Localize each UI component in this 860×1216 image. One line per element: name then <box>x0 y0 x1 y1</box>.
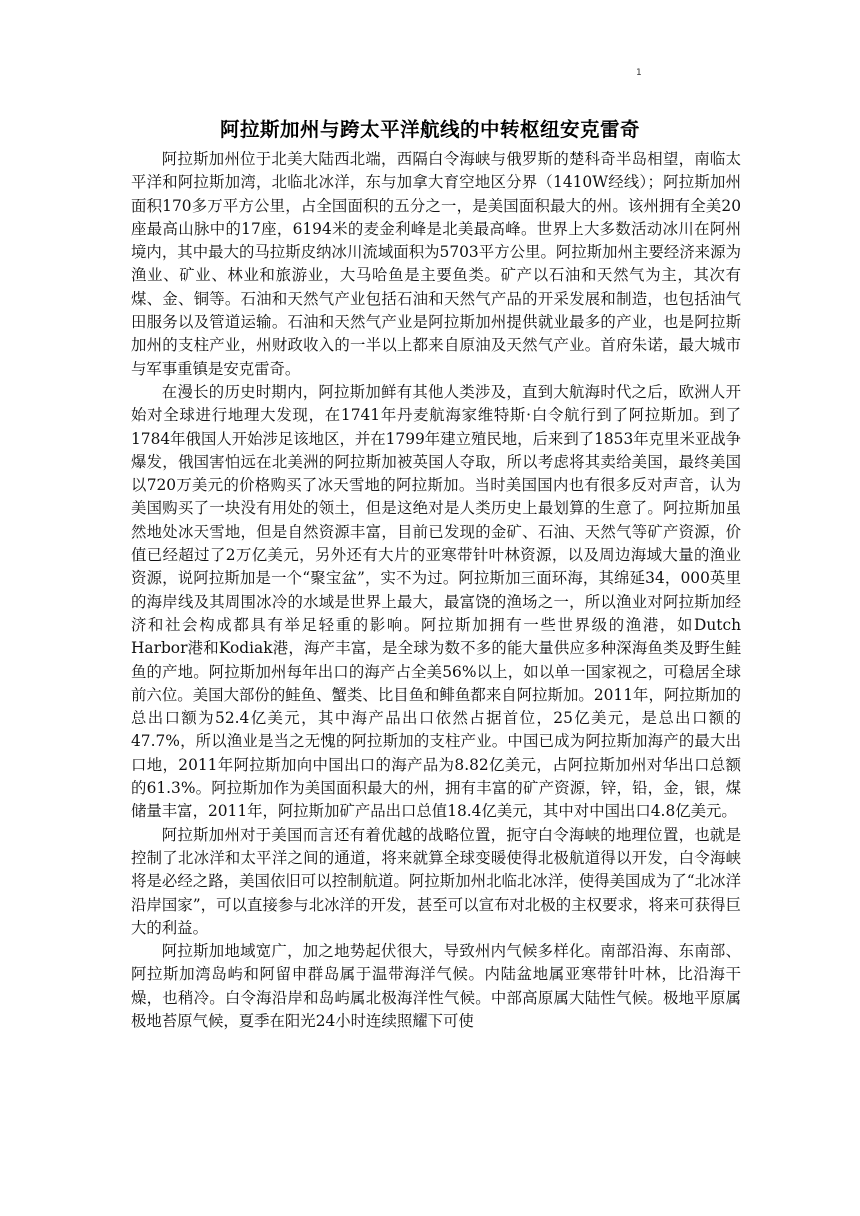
page-mark: 1 <box>636 68 642 78</box>
paragraph: 阿拉斯加州位于北美大陆西北端，西隔白令海峡与俄罗斯的楚科奇半岛相望，南临太平洋和阿拉斯加湾，北临北冰洋，东与加拿大育空地区分界（1410W经线）；阿拉斯加州面积170多万平方公里，占全国面积的五分之一，是美国面积最大的州。该州拥有全美20座最高山脉中的17座，6194米的麦金利峰是北美最高峰。世界上大多数活动冰川在阿州境内，其中最大的马拉斯皮纳冰川流域面积为5703平方公里。阿拉斯加州主要经济来源为渔业、矿业、林业和旅游业，大马哈鱼是主要鱼类。矿产以石油和天然气为主，其次有煤、金、铜等。石油和天然气产业包括石油和天然气产品的开采发展和制造，也包括油气田服务以及管道运输。石油和天然气产业是阿拉斯加州提供就业最多的产业，也是阿拉斯加州的支柱产业，州财政收入的一半以上都来自原油及天然气产业。首府朱诺，最大城市与军事重镇是安克雷奇。 <box>131 150 741 378</box>
document-title: 阿拉斯加州与跨太平洋航线的中转枢纽安克雷奇 <box>219 118 640 141</box>
document-body <box>131 148 741 1033</box>
paragraph: 在漫长的历史时期内，阿拉斯加鲜有其他人类涉及，直到大航海时代之后，欧洲人开始对全球进行地理大发现，在1741年丹麦航海家维特斯·白令航行到了阿拉斯加。到了1784年俄国人开始涉足该地区，并在1799年建立殖民地，后来到了1853年克里米亚战争爆发，俄国害怕远在北美洲的阿拉斯加被英国人夺取，所以考虑将其卖给美国，最终美国以720万美元的价格购买了冰天雪地的阿拉斯加。当时美国国内也有很多反对声音，认为美国购买了一块没有用处的领土，但是这绝对是人类历史上最划算的生意了。阿拉斯加虽然地处冰天雪地，但是自然资源丰富，目前已发现的金矿、石油、天然气等矿产资源，价值已经超过了2万亿美元，另外还有大片的亚寒带针叶林资源，以及周边海域大量的渔业资源，说阿拉斯加是一个“聚宝盆”，实不为过。阿拉斯加三面环海，其绵延34，000英里的海岸线及其周围冰冷的水域是世界上最大，最富饶的渔场之一，所以渔业对阿拉斯加经济和社会构成都具有举足轻重的影响。阿拉斯加拥有一些世界级的渔港，如Dutch Harbor港和Kodiak港，海产丰富，是全球为数不多的能大量供应多种深海鱼类及野生鲑鱼的产地。阿拉斯加州每年出口的海产占全美56%以上，如以单一国家视之，可稳居全球前六位。美国大部份的鲑鱼、蟹类、比目鱼和鲱鱼都来自阿拉斯加。2011年，阿拉斯加的总出口额为52.4亿美元，其中海产品出口依然占据首位，25亿美元，是总出口额的47.7%，所以渔业是当之无愧的阿拉斯加的支柱产业。中国已成为阿拉斯加海产的最大出口地，2011年阿拉斯加向中国出口的海产品为8.82亿美元，占阿拉斯加州对华出口总额的61.3%。阿拉斯加作为美国面积最大的州，拥有丰富的矿产资源，锌，铅，金，银，煤储量丰富，2011年，阿拉斯加矿产品出口总值18.4亿美元，其中对中国出口4.8亿美元。 <box>131 382 742 821</box>
paragraph: 阿拉斯加州对于美国而言还有着优越的战略位置，扼守白令海峡的地理位置，也就是控制了北冰洋和太平洋之间的通道，将来就算全球变暖使得北极航道得以开发，白令海峡将是必经之路，美国依旧可以控制航道。阿拉斯加州北临北冰洋，使得美国成为了“北冰洋沿岸国家”，可以直接参与北冰洋的开发，甚至可以宣布对北极的主权要求，将来可获得巨大的利益。 <box>131 825 741 937</box>
paragraph: 阿拉斯加地域宽广，加之地势起伏很大，导致州内气候多样化。南部沿海、东南部、 阿拉斯加湾岛屿和阿留申群岛属于温带海洋气候。内陆盆地属亚寒带针叶林，比沿海干燥，也稍冷。白令海沿岸和岛屿属北极海洋性气候。中部高原属大陆性气候。极地平原属极地苔原气候，夏季在阳光24小时连续照耀下可使 <box>131 942 741 1030</box>
